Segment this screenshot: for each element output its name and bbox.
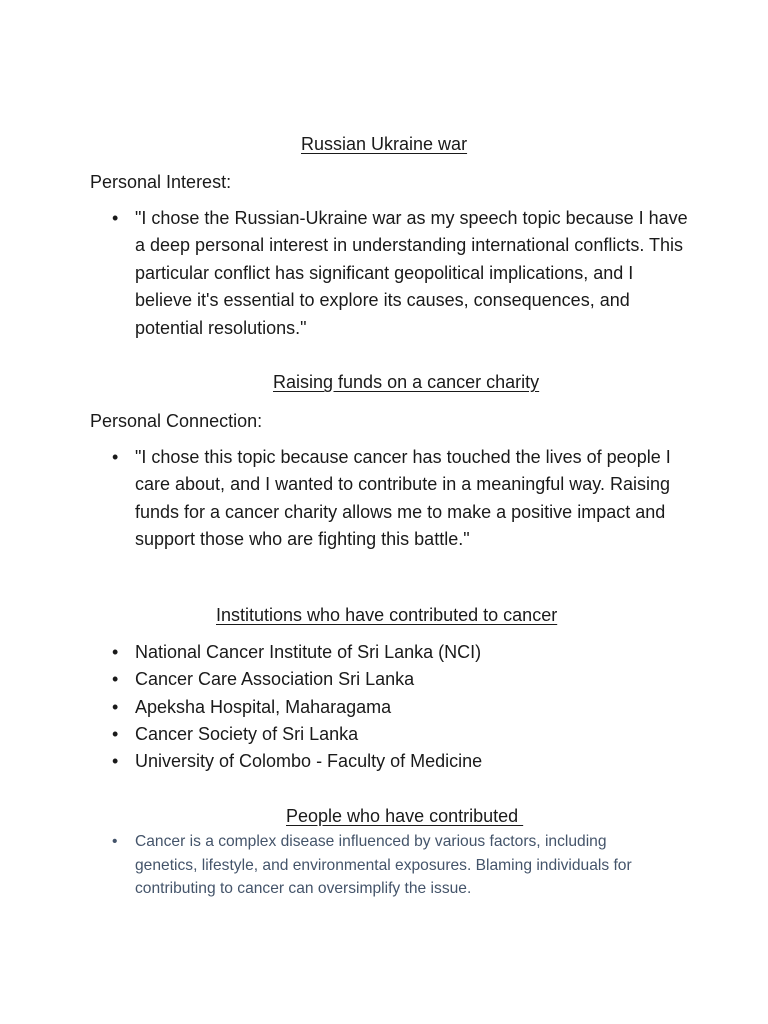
list-item: • "I chose this topic because cancer has touched the lives of people I care about, and I wanted to contribute in a meaningful way. Raising funds for a cancer charity allows me to make a positive impact and support those who are fighting this battle." [90,444,690,554]
label-personal-interest: Personal Interest: [90,172,232,192]
list-item: • Cancer is a complex disease influenced by various factors, including genetics, lifestyle, and environmental exposures. Blaming individuals for contributing to cancer can oversimplify the issue. [90,830,660,901]
label-personal-connection: Personal Connection: [90,411,263,431]
heading-cancer-charity: Raising funds on a cancer charity [273,372,540,392]
list-item: • National Cancer Institute of Sri Lanka (NCI) [90,639,690,666]
list-item: • University of Colombo - Faculty of Medicine [90,748,690,775]
people-note-list [90,830,660,901]
institutions-list [90,639,690,775]
heading-institutions: Institutions who have contributed to cancer [216,605,558,625]
charity-bullet-list [90,444,690,554]
war-bullet-list [90,205,690,342]
heading-people-contributed: People who have contributed [286,806,524,826]
list-item: • Cancer Society of Sri Lanka [90,721,690,748]
list-item: • Cancer Care Association Sri Lanka [90,666,690,693]
list-item: • Apeksha Hospital, Maharagama [90,694,690,721]
heading-russian-ukraine-war: Russian Ukraine war [301,134,468,154]
list-item: • "I chose the Russian-Ukraine war as my speech topic because I have a deep personal interest in understanding international conflicts. This particular conflict has significant geopolitical implications, and I believe it's essential to explore its causes, consequences, and potential resolutions." [90,205,690,342]
